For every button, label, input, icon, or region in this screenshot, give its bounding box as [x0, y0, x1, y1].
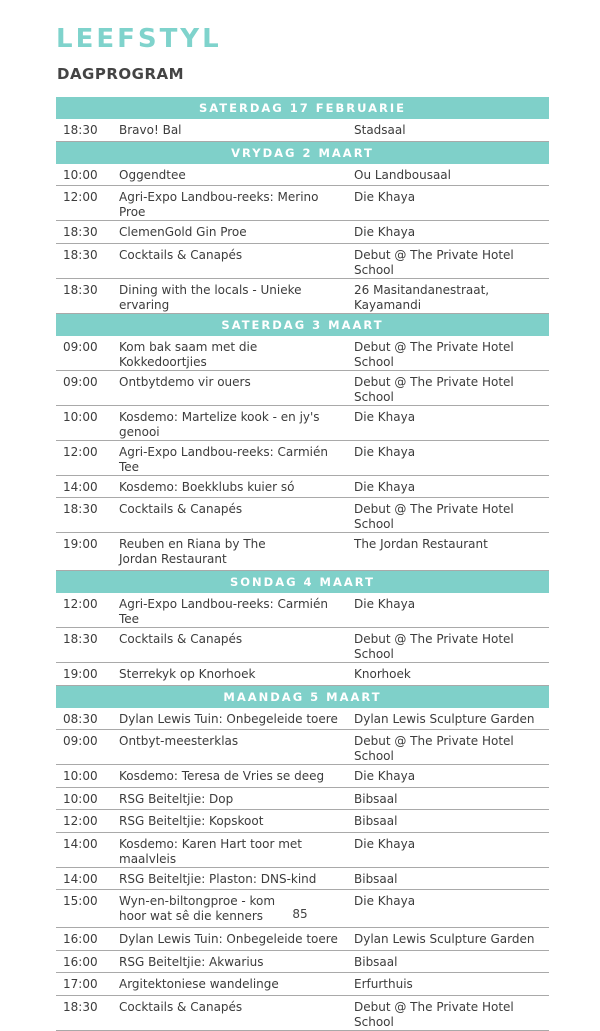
event-time: 18:30 [63, 999, 98, 1014]
event-venue: Debut @ The Private Hotel School [354, 247, 514, 277]
event-venue: Debut @ The Private Hotel School [354, 632, 514, 661]
event-title: Kosdemo: Boekklubs kuier só [119, 479, 295, 494]
event-row [56, 833, 549, 868]
event-venue: Debut @ The Private Hotel School [354, 374, 514, 404]
event-time: 16:00 [63, 932, 98, 946]
event-title: Cocktails & Canapés [119, 247, 243, 262]
event-title: Wyn-en-biltongproe - kom hoor wat sê die kenners [119, 894, 276, 923]
event-row [56, 765, 549, 788]
event-title: Cocktails & Canapés [119, 632, 243, 646]
event-title: Kom bak saam met die Kokkedoortjies [119, 339, 258, 369]
event-title: RSG Beiteltjie: Kopskoot [119, 814, 264, 828]
event-title: RSG Beiteltjie: Plaston: DNS-kind [119, 871, 317, 886]
day-section [56, 686, 549, 1031]
event-venue: Bibsaal [354, 814, 398, 828]
event-venue: Dylan Lewis Sculpture Garden [354, 711, 535, 726]
event-venue: Die Khaya [354, 769, 416, 783]
event-time: 09:00 [63, 339, 98, 354]
day-header: VRYDAG 2 MAART [56, 142, 549, 164]
event-time: 19:00 [63, 667, 98, 681]
event-title: Reuben en Riana by The Jordan Restaurant [119, 537, 266, 566]
event-title: Dylan Lewis Tuin: Onbegeleide toere [119, 711, 338, 726]
event-title: Kosdemo: Teresa de Vries se deeg [119, 769, 325, 783]
event-time: 18:30 [63, 123, 98, 137]
event-title: Agri-Expo Landbou-reeks: Carmién Tee [119, 444, 328, 474]
event-venue: Erfurthuis [354, 977, 413, 991]
event-venue: Bibsaal [354, 954, 398, 969]
event-title: Argitektoniese wandelinge [119, 977, 279, 991]
page-title: LEEFSTYL [56, 24, 222, 54]
event-row [56, 371, 549, 406]
event-venue: Bibsaal [354, 791, 398, 806]
event-venue: Debut @ The Private Hotel School [354, 999, 514, 1029]
event-time: 16:00 [63, 954, 98, 969]
event-venue: The Jordan Restaurant [354, 537, 488, 551]
event-row [56, 951, 549, 974]
event-row [56, 279, 549, 314]
event-row [56, 244, 549, 279]
event-venue: 26 Masitandanestraat, Kayamandi [354, 282, 490, 312]
event-title: Ontbytdemo vir ouers [119, 374, 251, 389]
event-title: Ontbyt-meesterklas [119, 734, 239, 748]
event-venue: Debut @ The Private Hotel School [354, 734, 514, 763]
event-time: 09:00 [63, 374, 98, 389]
event-time: 10:00 [63, 409, 98, 424]
event-row [56, 164, 549, 187]
event-row [56, 336, 549, 371]
event-time: 08:30 [63, 711, 98, 726]
event-row [56, 498, 549, 533]
event-venue: Debut @ The Private Hotel School [354, 502, 514, 531]
event-venue: Die Khaya [354, 409, 416, 424]
event-title: Cocktails & Canapés [119, 999, 243, 1014]
event-row [56, 441, 549, 476]
event-title: Oggendtee [119, 167, 186, 182]
event-time: 18:30 [63, 282, 98, 297]
event-venue: Knorhoek [354, 667, 411, 681]
event-venue: Dylan Lewis Sculpture Garden [354, 932, 535, 946]
event-time: 18:30 [63, 247, 98, 262]
event-venue: Die Khaya [354, 479, 416, 494]
event-row [56, 663, 549, 686]
event-title: Cocktails & Canapés [119, 502, 243, 516]
event-time: 18:30 [63, 225, 98, 239]
event-title: Sterrekyk op Knorhoek [119, 667, 256, 681]
event-venue: Die Khaya [354, 894, 416, 908]
event-venue: Die Khaya [354, 444, 416, 459]
day-header: SATERDAG 3 MAART [56, 314, 549, 336]
event-time: 18:30 [63, 632, 98, 646]
event-time: 14:00 [63, 836, 98, 851]
event-row [56, 928, 549, 951]
event-row [56, 406, 549, 441]
event-row [56, 119, 549, 142]
event-row [56, 730, 549, 765]
page-subtitle: DAGPROGRAM [57, 65, 185, 83]
event-title: Dining with the locals - Unieke ervaring [119, 282, 302, 312]
event-time: 19:00 [63, 537, 98, 551]
event-title: RSG Beiteltjie: Dop [119, 791, 234, 806]
event-venue: Die Khaya [354, 836, 416, 851]
event-row [56, 628, 549, 663]
day-header: MAANDAG 5 MAART [56, 686, 549, 708]
event-venue: Die Khaya [354, 597, 416, 611]
event-venue: Die Khaya [354, 190, 416, 204]
event-row [56, 476, 549, 499]
schedule-table [56, 97, 549, 1031]
event-time: 10:00 [63, 167, 98, 182]
event-title: RSG Beiteltjie: Akwarius [119, 954, 264, 969]
day-section [56, 571, 549, 686]
day-section [56, 142, 549, 314]
event-title: Kosdemo: Martelize kook - en jy's genooi [119, 409, 320, 439]
event-row [56, 593, 549, 628]
event-time: 12:00 [63, 814, 98, 828]
event-row [56, 996, 549, 1031]
event-time: 15:00 [63, 894, 98, 908]
event-venue: Debut @ The Private Hotel School [354, 339, 514, 369]
page-number: 85 [292, 907, 308, 921]
event-title: Agri-Expo Landbou-reeks: Merino Proe [119, 190, 319, 219]
event-time: 12:00 [63, 597, 98, 611]
event-venue: Stadsaal [354, 123, 406, 137]
event-row [56, 973, 549, 996]
event-title: Bravo! Bal [119, 123, 182, 137]
event-time: 14:00 [63, 871, 98, 886]
event-venue: Die Khaya [354, 225, 416, 239]
event-row [56, 186, 549, 221]
event-row [56, 533, 549, 571]
event-row [56, 788, 549, 811]
event-title: Agri-Expo Landbou-reeks: Carmién Tee [119, 597, 328, 626]
event-time: 12:00 [63, 190, 98, 204]
day-section [56, 314, 549, 572]
day-header: SONDAG 4 MAART [56, 571, 549, 593]
event-time: 10:00 [63, 791, 98, 806]
event-time: 18:30 [63, 502, 98, 516]
event-title: Dylan Lewis Tuin: Onbegeleide toere [119, 932, 338, 946]
event-row [56, 708, 549, 731]
event-time: 17:00 [63, 977, 98, 991]
event-row [56, 221, 549, 244]
event-time: 14:00 [63, 479, 98, 494]
event-venue: Ou Landbousaal [354, 167, 451, 182]
day-header: SATERDAG 17 FEBRUARIE [56, 97, 549, 119]
event-row [56, 810, 549, 833]
event-title: ClemenGold Gin Proe [119, 225, 247, 239]
event-row [56, 868, 549, 891]
event-time: 09:00 [63, 734, 98, 748]
event-time: 10:00 [63, 769, 98, 783]
event-title: Kosdemo: Karen Hart toor met maalvleis [119, 836, 302, 866]
event-venue: Bibsaal [354, 871, 398, 886]
event-time: 12:00 [63, 444, 98, 459]
day-section [56, 97, 549, 142]
